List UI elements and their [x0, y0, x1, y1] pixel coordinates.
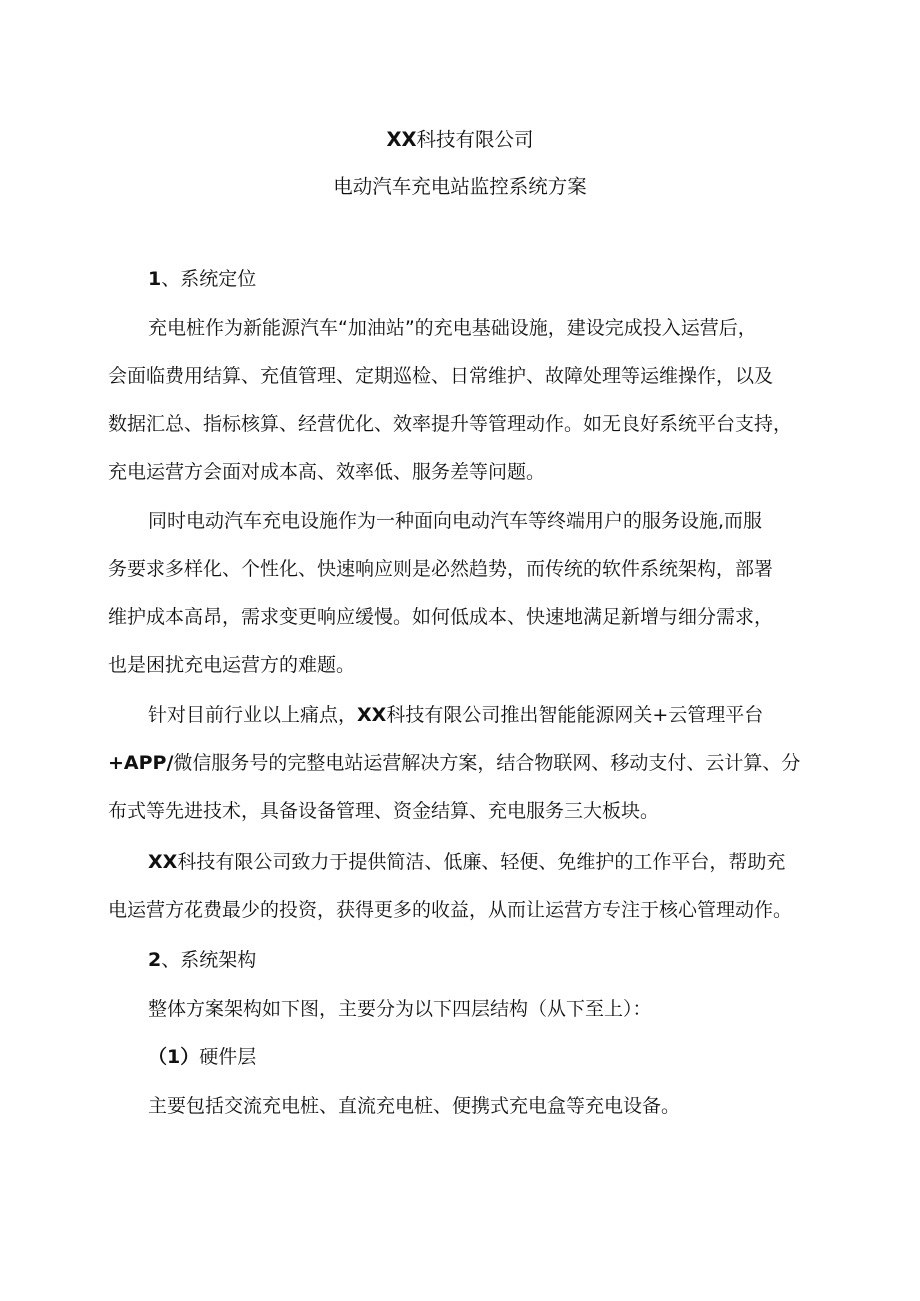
text-span: 针对目前行业以上痛点，	[148, 704, 358, 726]
paragraph-line: 维护成本高昂，需求变更响应缓慢。如何低成本、快速地满足新增与细分需求，	[108, 606, 774, 628]
paragraph-3	[108, 691, 828, 835]
section-1-number: 1	[148, 268, 162, 290]
section-2-heading	[108, 936, 828, 984]
subsection-1-heading	[108, 1033, 828, 1081]
section-2-title: 、系统架构	[161, 949, 257, 971]
company-prefix: XX	[357, 704, 387, 726]
paragraph-5	[108, 985, 828, 1033]
paragraph-2	[108, 497, 828, 689]
text-span: 科技有限公司致力于提供简洁、低廉、轻便、免维护的工作平台，帮助充	[177, 851, 786, 873]
paragraph-line: 充电桩作为新能源汽车“加油站”的充电基础设施，建设完成投入运营后，	[148, 317, 757, 339]
text-span: 微信服务号的完整电站运营解决方案，结合物联网、移动支付、云计算、分	[173, 752, 801, 774]
section-1-heading	[108, 255, 828, 303]
paragraph-line: 数据汇总、指标核算、经营优化、效率提升等管理动作。如无良好系统平台支持，	[108, 413, 793, 435]
paragraph-line	[108, 691, 828, 739]
paragraph-line: 同时电动汽车充电设施作为一种面向电动汽车等终端用户的服务设施,而服	[148, 510, 763, 532]
text-span: 科技有限公司推出智能能源网关+云管理平台	[386, 704, 764, 726]
section-2-number: 2	[148, 949, 162, 971]
section-1-title: 、系统定位	[161, 268, 257, 290]
paragraph-line: 布式等先进技术，具备设备管理、资金结算、充电服务三大板块。	[108, 800, 660, 822]
company-prefix: XX	[386, 128, 417, 151]
company-name: 科技有限公司	[416, 128, 534, 151]
company-title	[0, 116, 920, 164]
document-title: 电动汽车充电站监控系统方案	[333, 175, 587, 198]
paragraph-1	[108, 304, 828, 496]
paragraph-line: 充电运营方会面对成本高、效率低、服务差等问题。	[108, 461, 546, 483]
paragraph-line: 会面临费用结算、充值管理、定期巡检、日常维护、故障处理等运维操作，以及	[108, 365, 774, 387]
paragraph-line	[108, 739, 828, 787]
paragraph-line: 电运营方花费最少的投资，获得更多的收益，从而让运营方专注于核心管理动作。	[108, 899, 793, 921]
paragraph-line	[108, 838, 828, 886]
company-prefix: XX	[148, 851, 178, 873]
subsection-1-number: （1）	[148, 1046, 200, 1068]
paragraph-4	[108, 838, 828, 934]
text-span-bold: +APP/	[108, 752, 174, 774]
paragraph-line: 主要包括交流充电桩、直流充电桩、便携式充电盒等充电设备。	[148, 1095, 681, 1117]
paragraph-6	[108, 1082, 828, 1130]
paragraph-line: 也是困扰充电运营方的难题。	[108, 654, 356, 676]
paragraph-line: 务要求多样化、个性化、快速响应则是必然趋势，而传统的软件系统架构，部署	[108, 558, 774, 580]
paragraph-line: 整体方案架构如下图，主要分为以下四层结构（从下至上）：	[148, 998, 652, 1020]
subsection-1-title: 硬件层	[199, 1046, 257, 1068]
